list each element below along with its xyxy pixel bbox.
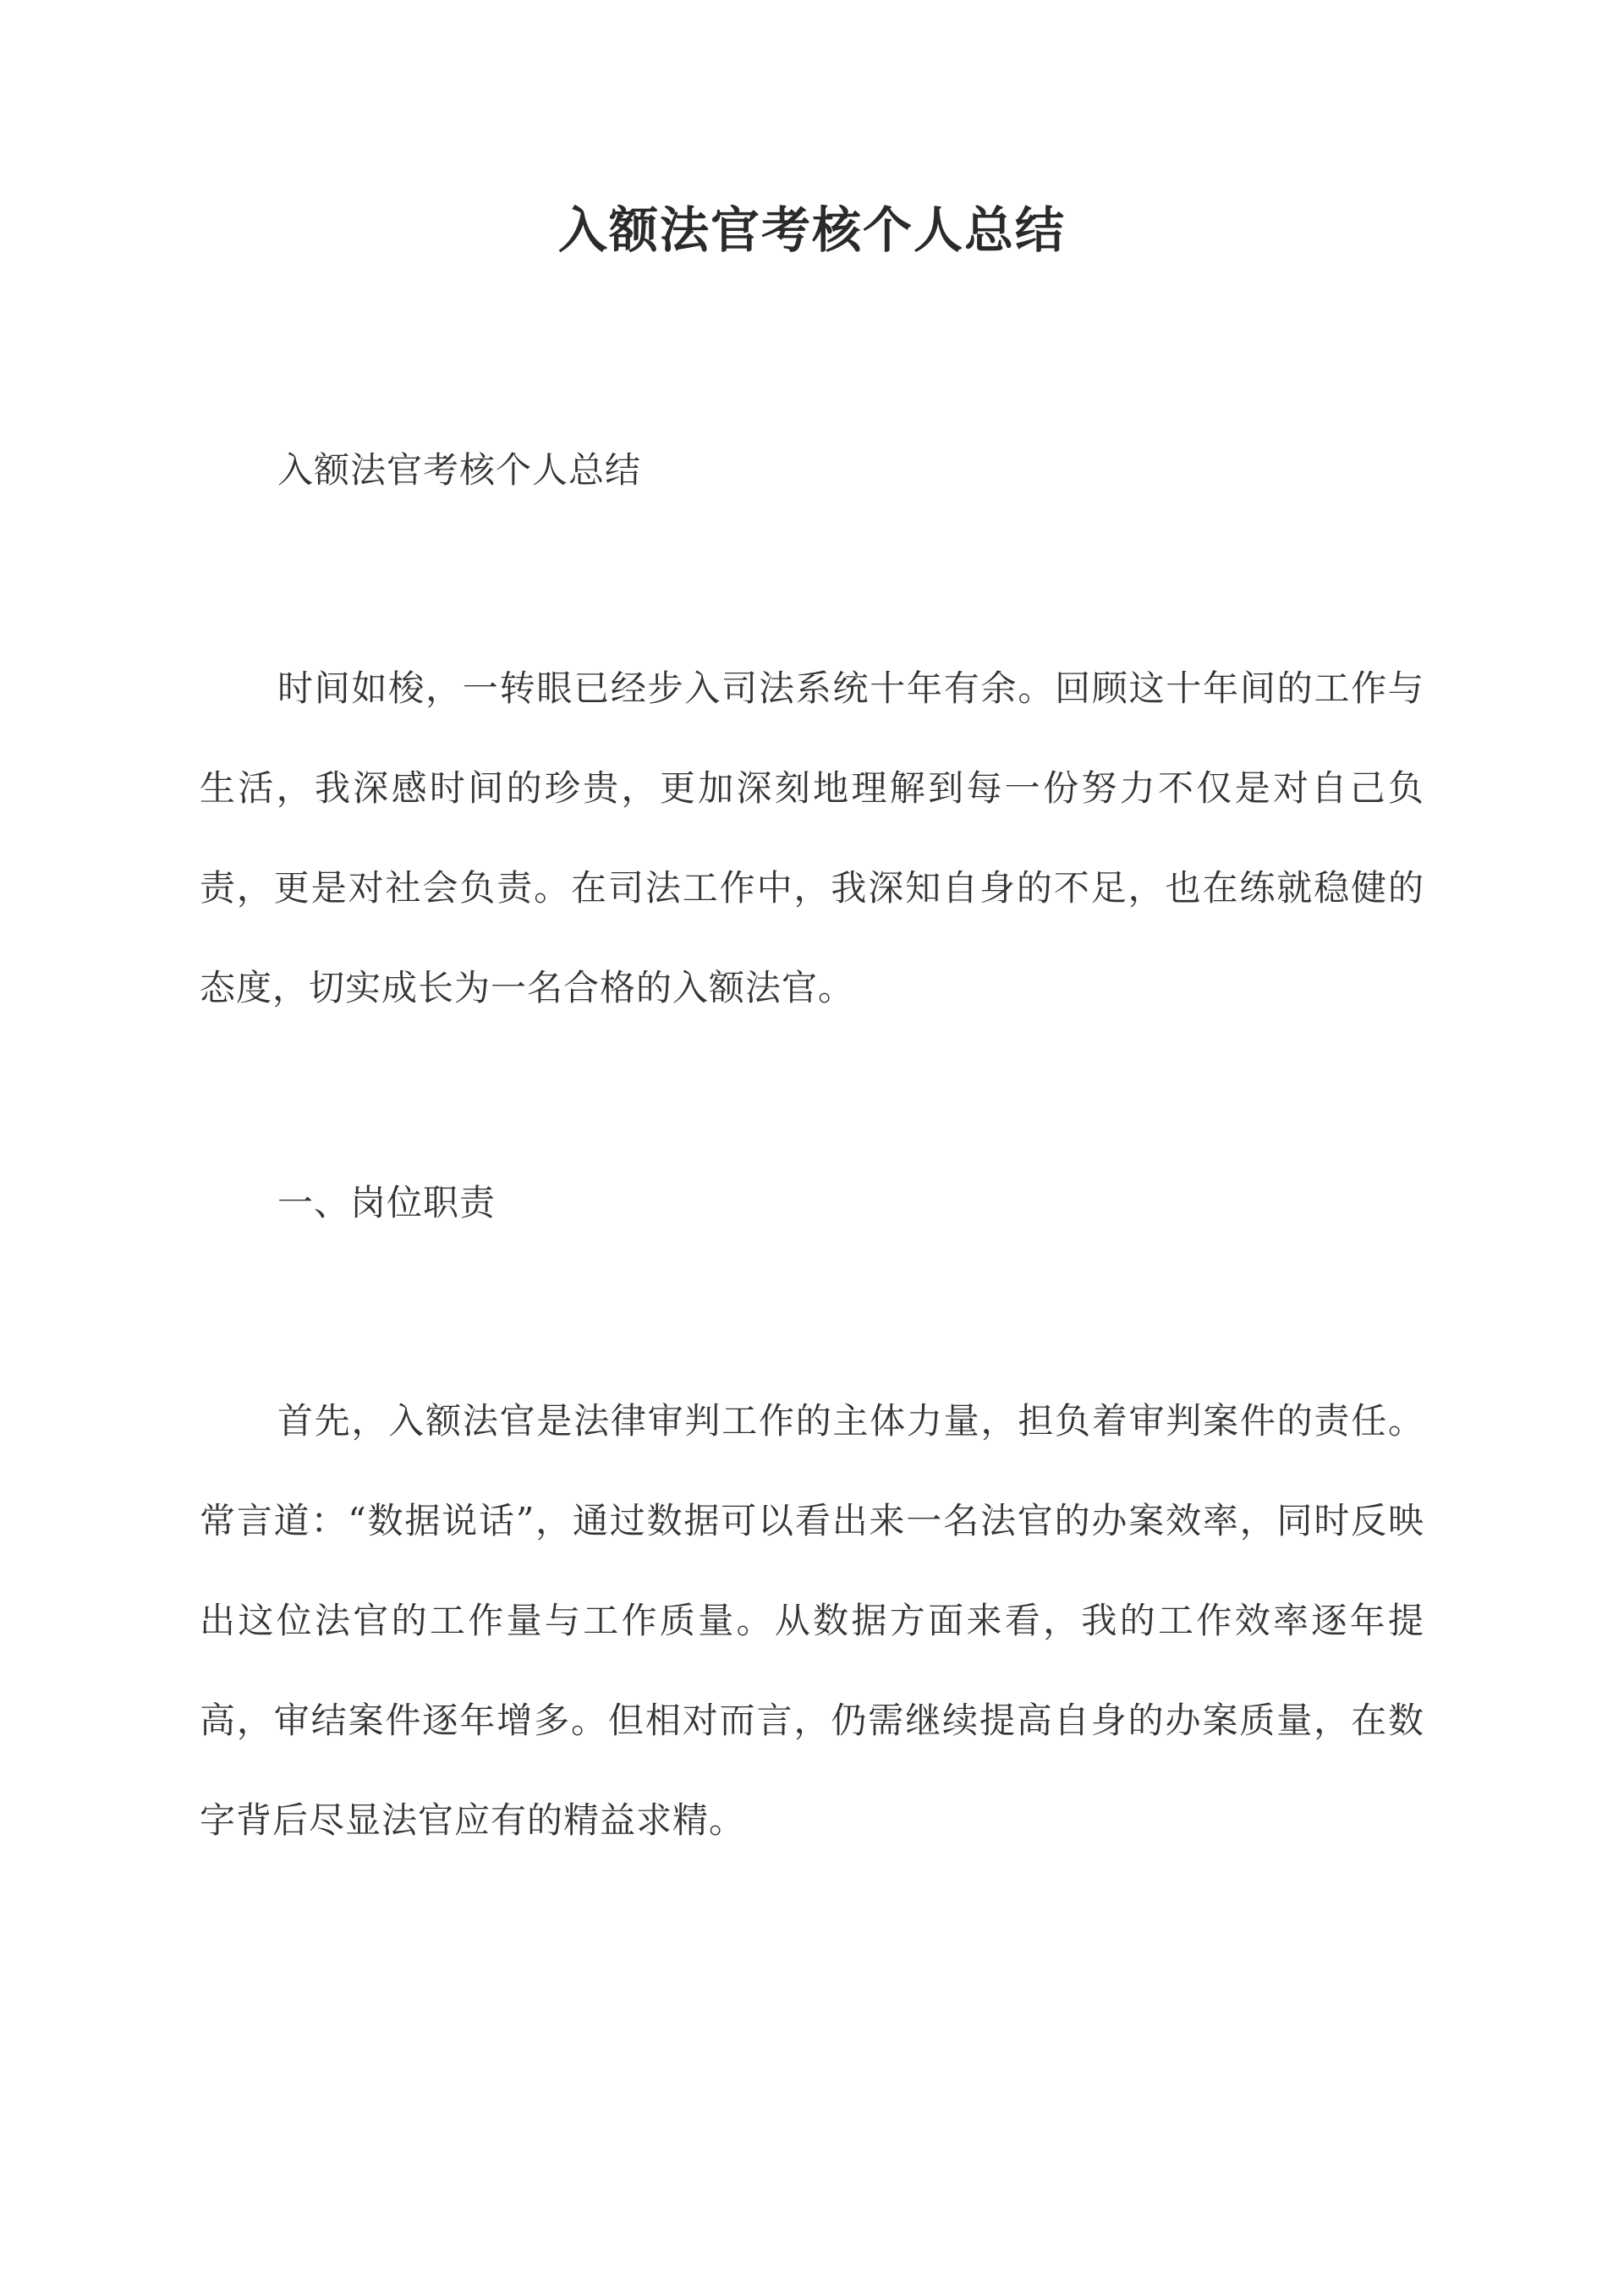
document-subtitle: 入额法官考核个人总结 bbox=[277, 449, 642, 491]
section-heading: 一、岗位职责 bbox=[277, 1182, 497, 1223]
intro-paragraph: 时间如梭，一转眼已经步入司法系统十年有余。回顾这十年间的工作与生活，我深感时间的珍贵，更加深刻地理解到每一份努力不仅是对自己负责，更是对社会负责。在司法工作中，我深知自身的不足，也在练就稳健的态度，切实成长为一名合格的入额法官。 bbox=[200, 667, 1424, 1008]
section-paragraph: 首先，入额法官是法律审判工作的主体力量，担负着审判案件的责任。常言道：“数据说话”，通过数据可以看出来一名法官的办案效率，同时反映出这位法官的工作量与工作质量。从数据方面来看，我的工作效率逐年提高，审结案件逐年增多。但相对而言，仍需继续提高自身的办案质量，在数字背后尽显法官应有的精益求精。 bbox=[200, 1400, 1424, 1841]
document-title: 入额法官考核个人总结 bbox=[557, 201, 1066, 259]
